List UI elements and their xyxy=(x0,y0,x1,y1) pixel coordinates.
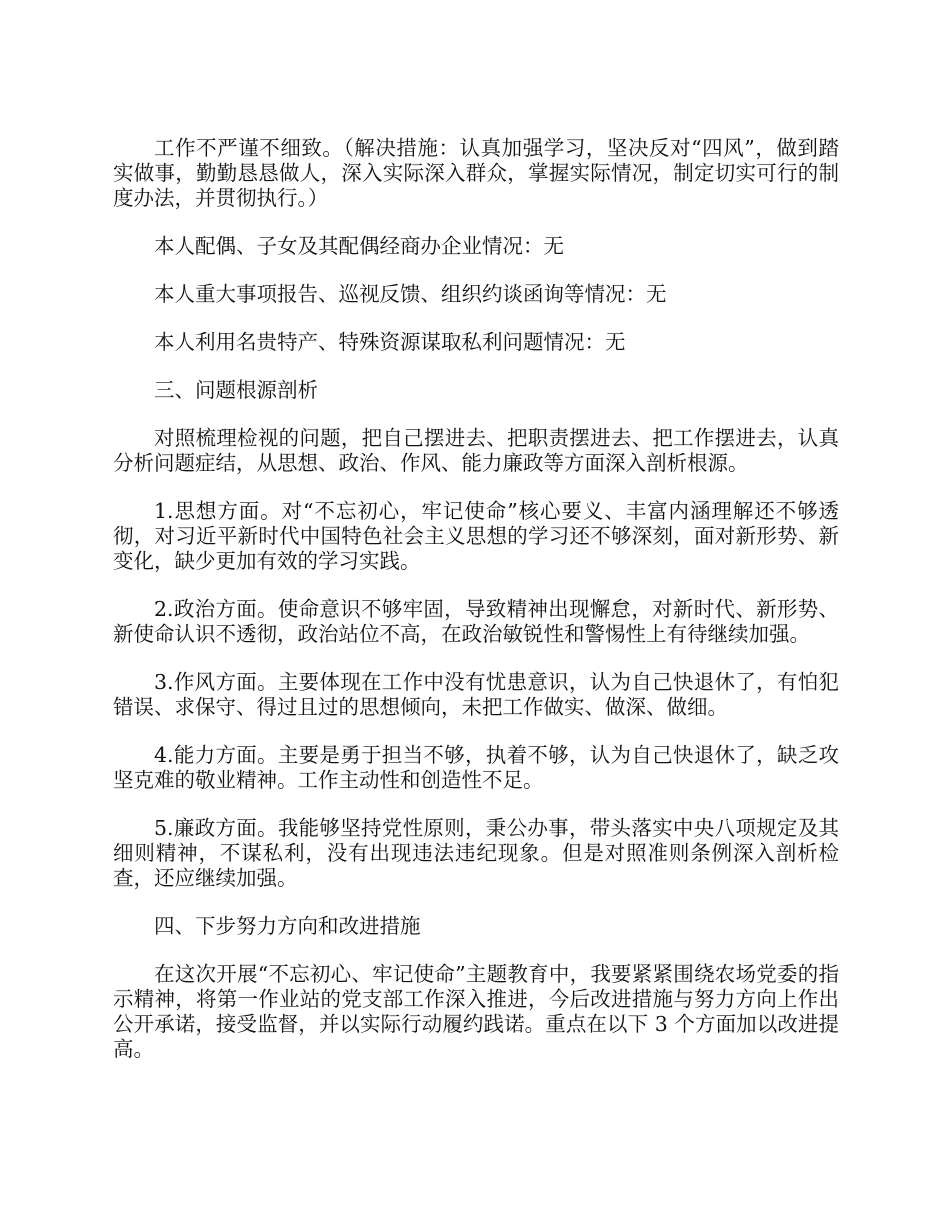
paragraph-integrity-aspect: 5.廉政方面。我能够坚持党性原则，秉公办事，带头落实中央八项规定及其细则精神，不谋私利，没有出现违法违纪现象。但是对照准则条例深入剖析检查，还应继续加强。 xyxy=(113,816,839,890)
paragraph-private-gain: 本人利用名贵特产、特殊资源谋取私利问题情况：无 xyxy=(154,330,626,354)
paragraph-improvement-commitment: 在这次开展“不忘初心、牢记使命”主题教育中，我要紧紧围绕农场党委的指示精神，将第一作业站的党支部工作深入推进，今后改进措施与努力方向上作出公开承诺，接受监督，并以实际行动履约践诺。重点在以下 3 个方面加以改进提高。 xyxy=(113,962,839,1061)
paragraph-thought-aspect: 1.思想方面。对“不忘初心，牢记使命”核心要义、丰富内涵理解还不够透彻，对习近平新时代中国特色社会主义思想的学习还不够深刻，面对新形势、新变化，缺少更加有效的学习实践。 xyxy=(113,499,839,573)
section-heading-improvement: 四、下步努力方向和改进措施 xyxy=(154,914,421,938)
paragraph-spouse-business: 本人配偶、子女及其配偶经商办企业情况：无 xyxy=(154,234,564,258)
paragraph-political-aspect: 2.政治方面。使命意识不够牢固，导致精神出现懈怠，对新时代、新形势、新使命认识不透彻，政治站位不高，在政治敏锐性和警惕性上有待继续加强。 xyxy=(113,597,839,646)
document-page xyxy=(113,136,839,1085)
paragraph-ability-aspect: 4.能力方面。主要是勇于担当不够，执着不够，认为自己快退休了，缺乏攻坚克难的敬业精神。工作主动性和创造性不足。 xyxy=(113,743,839,792)
section-heading-root-cause: 三、问题根源剖析 xyxy=(154,378,318,402)
paragraph-major-matters: 本人重大事项报告、巡视反馈、组织约谈函询等情况：无 xyxy=(154,282,667,306)
paragraph-work-rigor: 工作不严谨不细致。（解决措施：认真加强学习，坚决反对“四风”，做到踏实做事，勤勤恳恳做人，深入实际深入群众，掌握实际情况，制定切实可行的制度办法，并贯彻执行。） xyxy=(113,136,839,210)
paragraph-analysis-intro: 对照梳理检视的问题，把自己摆进去、把职责摆进去、把工作摆进去，认真分析问题症结，从思想、政治、作风、能力廉政等方面深入剖析根源。 xyxy=(113,426,839,475)
paragraph-style-aspect: 3.作风方面。主要体现在工作中没有忧患意识，认为自己快退休了，有怕犯错误、求保守、得过且过的思想倾向，未把工作做实、做深、做细。 xyxy=(113,670,839,719)
